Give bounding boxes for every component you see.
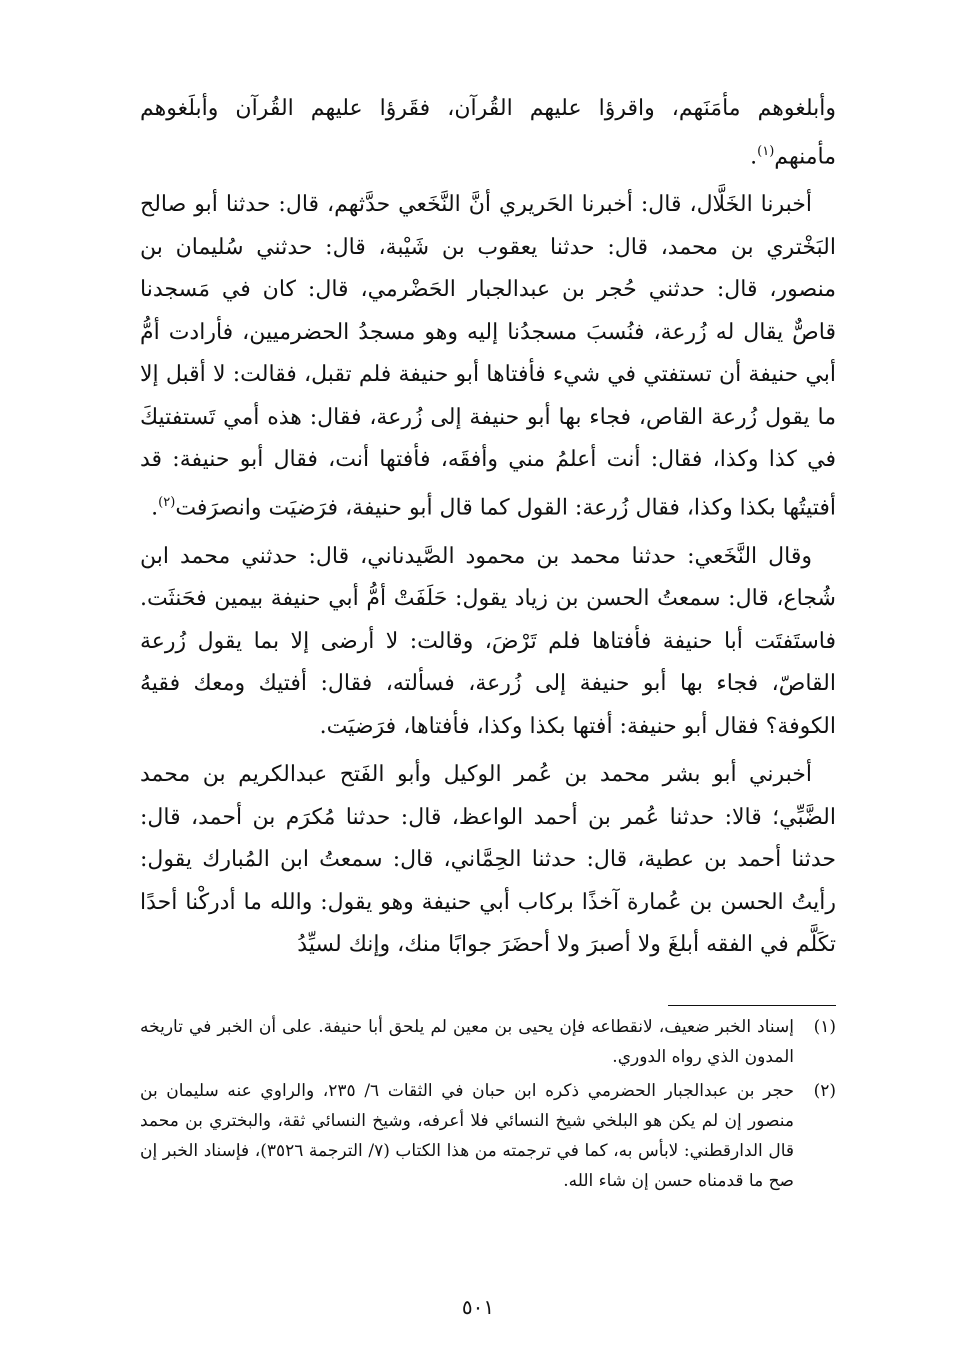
paragraph-4 — [140, 754, 836, 967]
paragraph-1 — [140, 88, 836, 178]
footnotes — [140, 1012, 836, 1200]
paragraph-3 — [140, 536, 836, 749]
footnote-separator — [668, 1005, 836, 1006]
footnote-1-text: إسناد الخبر ضعيف، لانقطاعه فإن يحيى بن معين لم يلحق أبا حنيفة. على أن الخبر في تاريخه المدون الذي رواه الدوري. — [140, 1017, 794, 1067]
paragraph-1-tail: . — [750, 143, 758, 169]
footnote-ref-1: (١) — [757, 143, 775, 159]
paragraph-3-text: وقال النَّخَعي: حدثنا محمد بن محمود الصَّيدناني، قال: حدثني محمد ابن شُجاع، قال: سمعتُ الحسن بن زياد يقول: حَلَفَتْ أمُّ أبي حنيفة بيمين فحَنثَت. فاستَفتَت أبا حنيفة فأفتاها فلم تَرْضَ، وقالت: لا أرضى إلا بما يقول زُرعة القاصّ، فجاء بها أبو حنيفة إلى زُرعة، فسألته، فقال: أفتيك ومعك فقيهُ الكوفة؟ فقال أبو حنيفة: أفتها بكذا وكذا، فأفتاها، فرَضيَت. — [140, 543, 836, 739]
paragraph-1-text: وأبلغوهم مأمَنَهم، واقرؤا عليهم القُرآن، فقَرؤا عليهم القُرآن وأبلَغوهم مأمنهم — [140, 96, 836, 169]
footnote-ref-2: (٢) — [158, 494, 176, 510]
footnote-2-text: حجر بن عبدالجبار الحضرمي ذكره ابن حبان في الثقات ٦/ ٢٣٥، والراوي عنه سليمان بن منصور إن لم يكن هو البلخي شيخ النسائي فلا أعرفه، وشيخ النسائي ثقة، والبختري بن محمد قال الدارقطني: لابأس به، كما في ترجمته من هذا الكتاب (٧/ الترجمة ٣٥٢٦)، فإسناد الخبر إن صح ما قدمناه حسن إن شاء الله. — [140, 1081, 794, 1191]
main-text — [140, 88, 836, 967]
footnote-1 — [140, 1012, 836, 1072]
footnote-1-number: (١) — [813, 1017, 836, 1037]
page-body — [140, 88, 836, 973]
footnote-2-number: (٢) — [813, 1081, 836, 1101]
footnote-2 — [140, 1076, 836, 1196]
paragraph-2-text: أخبرنا الخَلَّال، قال: أخبرنا الحَريري أنَّ النَّخَعي حدَّثهم، قال: حدثنا أبو صالح البَخْتري بن محمد، قال: حدثنا يعقوب بن شَيْبة، قال: حدثني سُليمان بن منصور، قال: حدثني حُجر بن عبدالجبار الحَضْرمي، قال: كان في مَسجدنا قاصٌّ يقال له زُرعة، فنُسبَ مسجدُنا إليه وهو مسجدُ الحضرميين، فأرادت أمُّ أبي حنيفة أن تستفتي في شيء فأفتاها أبو حنيفة فلم تقبل، فقالت: لا أقبل إلا ما يقول زُرعة القاص، فجاء بها أبو حنيفة إلى زُرعة، فقال: هذه أمي تَستفتيكَ في كذا وكذا، فقال: أنت أعلمُ مني وأفقَه، فأفتها أنت، فقال أبو حنيفة: قد أفتيتُها بكذا وكذا، فقال زُرعة: القول كما قال أبو حنيفة، فرَضيَت وانصرَفت — [140, 192, 836, 521]
paragraph-4-text: أخبرني أبو بشر محمد بن عُمر الوكيل وأبو الفَتح عبدالكريم بن محمد الضَّبِّي؛ قالا: حدثنا عُمر بن أحمد الواعظ، قال: حدثنا مُكرَم بن أحمد، قال: حدثنا أحمد بن عطية، قال: حدثنا الحِمَّاني، قال: سمعتُ ابن المُبارك يقول: رأيتُ الحسن بن عُمارة آخذًا بركاب أبي حنيفة وهو يقول: والله ما أدركْنا أحدًا تكَلَّم في الفقه أبلغَ ولا أصبرَ ولا أحضَرَ جوابًا منك، وإنك لسيِّدُ — [140, 762, 836, 958]
paragraph-2-tail: . — [151, 495, 159, 521]
paragraph-2 — [140, 184, 836, 529]
page-number: ٥٠١ — [461, 1295, 495, 1319]
